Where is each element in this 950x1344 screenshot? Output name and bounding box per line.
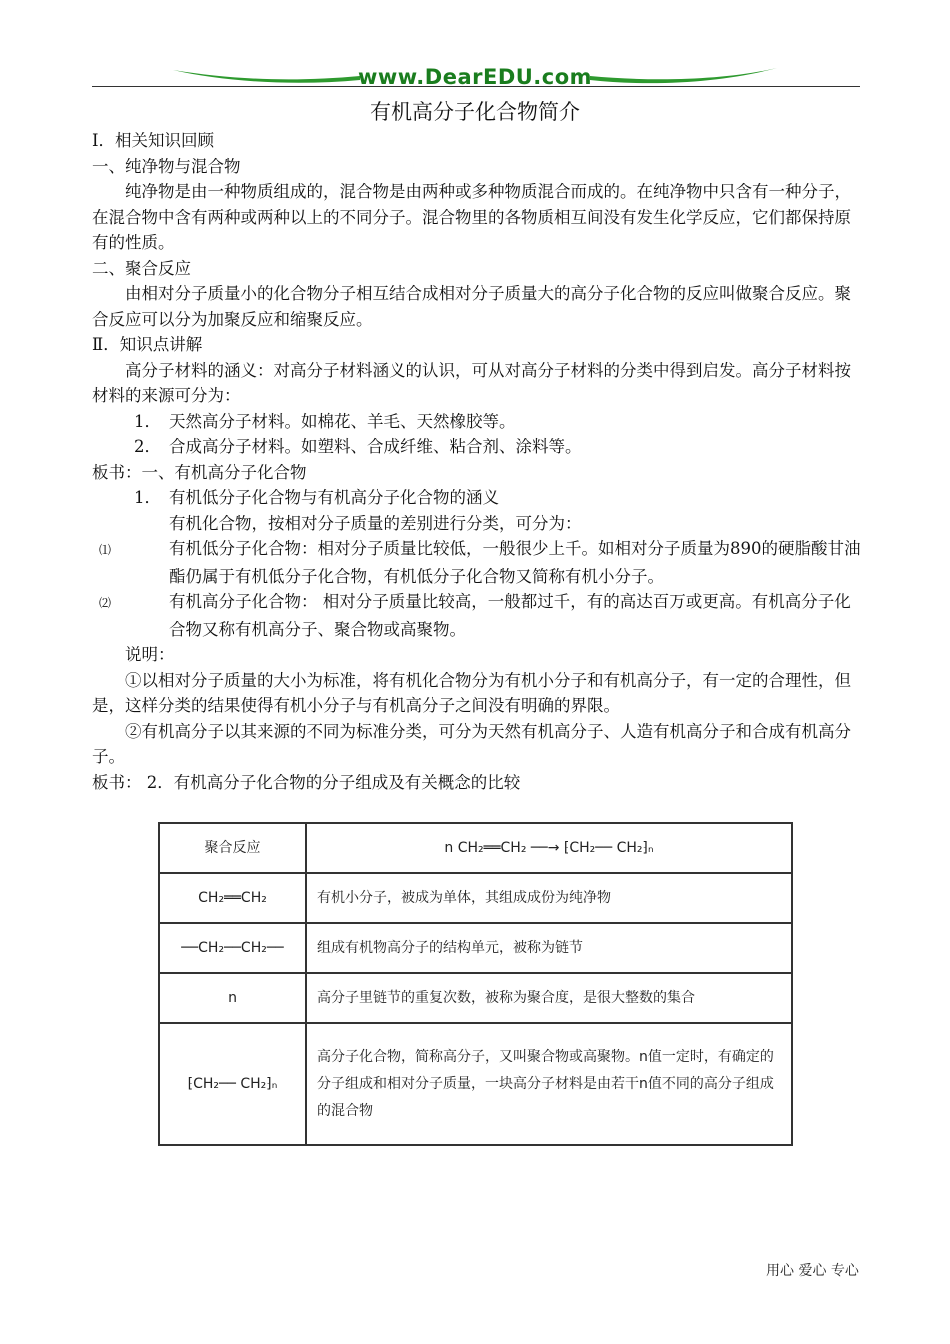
table-row [159,1023,792,1145]
board-heading-text: 有机高分子化合物的分子组成及有关概念的比较 [173,772,521,792]
table-cell-term: ──CH₂──CH₂── [159,923,306,973]
section-heading: Ⅱ．知识点讲解 [92,335,203,354]
header-logo [165,60,785,96]
table-cell-desc: 高分子化合物，简称高分子，又叫聚合物或高聚物。n值一定时，有确定的分子组成和相对分子质量，一块高分子材料是由若干n值不同的高分子组成的混合物 [306,1023,792,1145]
table-cell-desc: 高分子里链节的重复次数，被称为聚合度，是很大整数的集合 [306,973,792,1023]
list-item [92,536,862,589]
list-item-text: 有机低分子化合物：相对分子质量比较低，一般很少上千。如相对分子质量为890的硬脂酸甘油酯仍属于有机低分子化合物，有机低分子化合物又简称有机小分子。 [169,539,861,586]
table-cell-desc: 组成有机物高分子的结构单元，被称为链节 [306,923,792,973]
paragraph: 高分子材料的涵义：对高分子材料涵义的认识，可从对高分子材料的分类中得到启发。高分子材料按材料的来源可分为： [92,360,851,405]
table-row [159,823,792,873]
document-body [92,128,862,795]
paragraph: ②有机高分子以其来源的不同为标准分类，可分为天然有机高分子、人造有机高分子和合成有机高分子。 [92,721,851,766]
footer-text: 用心 爱心 专心 [766,1263,859,1279]
paragraph: 纯净物是由一种物质组成的，混合物是由两种或多种物质混合而成的。在纯净物中只含有一种分子，在混合物中含有两种或两种以上的不同分子。混合物里的各物质相互间没有发生化学反应，它们都保持原有的性质。 [92,182,851,252]
table-row [159,873,792,923]
list-item-text: 合成高分子材料。如塑料、合成纤维、粘合剂、涂料等。 [169,437,582,456]
list-marker: ⑵ [99,596,112,610]
logo-text: www.DearEDU.com [357,65,593,89]
board-label: 板书： [92,772,142,792]
list-item-text: 有机低分子化合物与有机高分子化合物的涵义 [169,488,499,507]
list-item [92,434,862,460]
list-item [92,589,862,642]
list-item [92,409,862,435]
subsection-heading: 二、聚合反应 [92,258,191,278]
section-heading: Ⅰ．相关知识回顾 [92,131,215,150]
table-cell-term: n [159,973,306,1023]
subsection-heading: 一、纯净物与混合物 [92,156,241,176]
concept-table [158,822,793,1146]
table-cell-term: ⁅CH₂── CH₂⁆ₙ [159,1023,306,1145]
list-marker: 1． [134,411,161,431]
header-divider [92,86,860,87]
paragraph: 由相对分子质量小的化合物分子相互结合成相对分子质量大的高分子化合物的反应叫做聚合反应。聚合反应可以分为加聚反应和缩聚反应。 [92,284,851,329]
table-cell-desc: 有机小分子，被成为单体，其组成成份为纯净物 [306,873,792,923]
table-cell-desc: n CH₂══CH₂ ──→ ⁅CH₂── CH₂⁆ₙ [306,823,792,873]
table-row [159,923,792,973]
table-cell-term: CH₂══CH₂ [159,873,306,923]
list-item-text: 天然高分子材料。如棉花、羊毛、天然橡胶等。 [169,411,516,431]
board-heading: 板书：一、有机高分子化合物 [92,462,307,482]
list-item [92,485,862,511]
table-cell-term: 聚合反应 [159,823,306,873]
list-marker: 2． [134,437,161,456]
list-marker: 2． [146,772,174,792]
table-row [159,973,792,1023]
list-item-text: 有机高分子化合物： 相对分子质量比较高，一般都过千，有的高达百万或更高。有机高分子化合物又称有机高分子、聚合物或高聚物。 [169,592,851,639]
list-marker: 1． [134,488,161,507]
paragraph: 说明： [125,645,175,664]
list-marker: ⑴ [99,543,112,557]
board-heading [92,770,862,796]
paragraph: 有机化合物，按相对分子质量的差别进行分类，可分为： [169,513,582,533]
paragraph: ①以相对分子质量的大小为标准，将有机化合物分为有机小分子和有机高分子，有一定的合理性，但是，这样分类的结果使得有机小分子与有机高分子之间没有明确的界限。 [92,670,851,715]
page-title: 有机高分子化合物简介 [370,100,580,124]
